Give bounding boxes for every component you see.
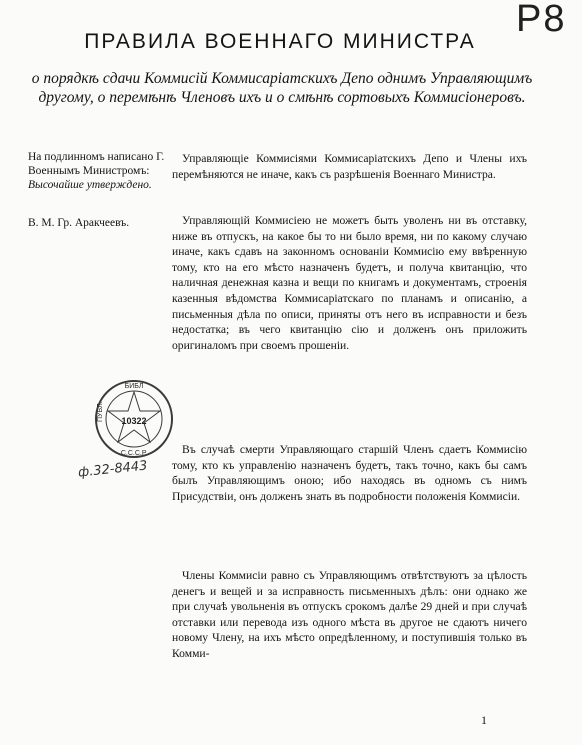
paragraph-4: Члены Коммисіи равно съ Управляющимъ отвѣтствуютъ за цѣлость денегъ и вещей и за исправность письменныхъ дѣлъ: они однако же при случаѣ увольненія въ отпускъ срокомъ далѣе 29 дней и при случаѣ отставки или перевода изъ одного мѣста въ другое не сдаютъ ничего новому Члену, на ихъ мѣсто опредѣленному, и поступившія только въ Комми- [172,569,527,660]
stamp-bottom-text: С.С.С.Р. [120,450,148,457]
stamp-top-text: БИБЛ [124,383,144,390]
page-number: 1 [481,713,487,727]
margin-note-approval: Высочайше утверждено. [28,179,152,191]
margin-note [28,150,168,192]
margin-note-text: На подлинномъ написано Г. Военнымъ Министромъ: [28,151,165,177]
corner-mark: P8 [516,0,567,40]
stamp-center-text: 10322 [121,416,147,426]
paragraph-1: Управляющіе Коммисіями Коммисаріатскихъ Депо и Члены ихъ перемѣняются не иначе, какъ съ разрѣшенія Военнаго Министра. [172,152,527,181]
stamp-left-text: ПУБЛ. [97,401,104,422]
signature: В. М. Гр. Аракчеевъ. [28,217,130,229]
library-stamp-icon [93,378,175,460]
paragraph-3: Въ случаѣ смерти Управляющаго старшій Членъ сдаетъ Коммисію тому, кто къ управленію назначенъ будетъ, такъ точно, какъ бы самъ былъ Управляющимъ оною; ибо находясь въ одномъ съ нимъ Присудствіи, онъ долженъ знать въ подробности положенія Коммисіи. [172,443,527,503]
page-title: ПРАВИЛА ВОЕННАГО МИНИСТРА [84,30,476,53]
handwritten-call-number: ф.32-8443 [77,458,149,481]
page-subtitle: о порядкѣ сдачи Коммисій Коммисаріатскихъ Депо однимъ Управляющимъ другому, о перемѣнѣ Членовъ ихъ и о смѣнѣ сортовыхъ Коммисіонеровъ. [31,70,533,106]
paragraph-2: Управляющій Коммисіею не можетъ быть уволенъ ни въ отставку, ниже въ отпускъ, на какое бы то ни было время, ни по какому случаю иначе, какъ сдавъ на законномъ основаніи Коммисію ему ввѣренную тому, кто на его мѣсто назначенъ будетъ, и получа квитанцію, что наличная денежная казна и вещи по книгамъ и документамъ, строенія казенныя вѣдомства Коммисаріатскаго по планамъ и описанію, а письменныя дѣла по описи, приняты отъ него въ исправности и безъ недостатка; въ чего квитанцію сію и долженъ онъ приложить оригиналомъ при своемъ прошеніи. [172,214,527,352]
